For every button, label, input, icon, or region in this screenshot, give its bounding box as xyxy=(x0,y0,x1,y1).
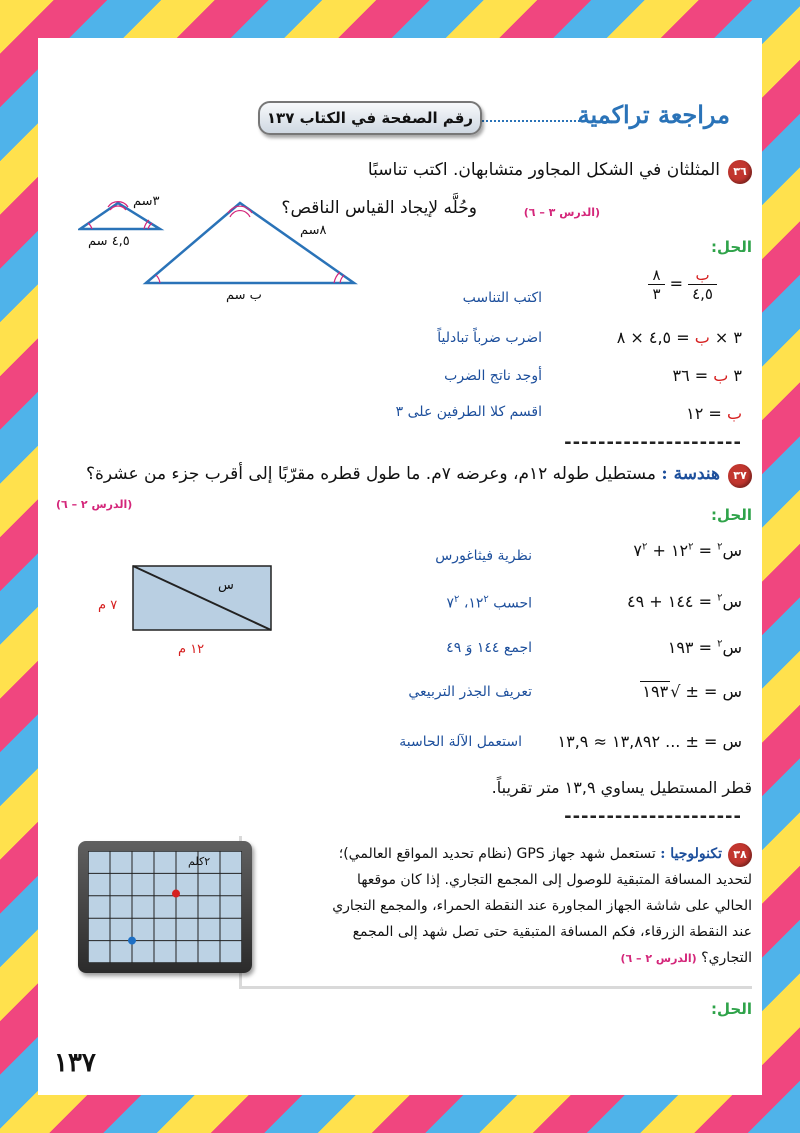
large-triangle xyxy=(146,203,354,283)
q36-step-3-equation: ٣ ب = ٣٦ xyxy=(672,366,742,385)
gps-screen-grid xyxy=(88,851,242,963)
small-triangle-side-bottom: ٤,٥ سم xyxy=(88,234,130,249)
q38-topic: تكنولوجيا : xyxy=(660,846,722,862)
q37-step-3-equation: س$^٢$ = ١٩٣ xyxy=(667,638,742,657)
q36-text-line2: وحُلَّه لإيجاد القياس الناقص؟ xyxy=(281,198,477,218)
q37-text-line xyxy=(86,464,720,484)
grid-scale-label: ٢كلم xyxy=(188,855,211,868)
q36-step-1-explanation: اكتب التناسب xyxy=(462,290,542,306)
q38-line-2: لتحديد المسافة المتبقية للوصول إلى المجمع التجاري. إذا كان موقعها xyxy=(357,872,752,888)
q36-lesson-ref: (الدرس ٣ – ٦) xyxy=(523,206,600,219)
small-triangle-side-top: ٣سم xyxy=(133,194,160,209)
q37-step-1-equation: س$^٢$ = $١٢^٢$ + $٧^٢$ xyxy=(633,541,742,560)
q37-topic: هندسة : xyxy=(661,464,720,484)
q36-divider: --------------------- xyxy=(564,432,742,453)
q36-text-line1: المثلثان في الشكل المجاور متشابهان. اكتب تناسبًا xyxy=(367,160,720,180)
q36-step-2-explanation: اضرب ضرباً تبادلياً xyxy=(437,330,542,346)
q38-text xyxy=(222,841,722,867)
question-number-37: ٣٧ xyxy=(728,464,752,488)
q38-lesson-ref: (الدرس ٢ – ٦) xyxy=(620,952,697,965)
q37-step-2-explanation: احسب $١٢^٢،$ $٧^٢$ xyxy=(446,594,532,612)
q38-text-body xyxy=(222,867,752,972)
current-location-red-dot xyxy=(172,890,180,898)
large-triangle-side-right: ٨سم xyxy=(300,223,327,238)
large-triangle-side-bottom: ب سم xyxy=(226,288,262,303)
q37-step-2-equation: س$^٢$ = ١٤٤ + ٤٩ xyxy=(626,592,742,611)
q37-conclusion: قطر المستطيل يساوي ١٣,٩ متر تقريباً. xyxy=(491,778,752,797)
q37-step-5-equation: س = ± ... ١٣,٨٩٢ ≈ ١٣,٩ xyxy=(557,732,742,751)
q36-step-3-explanation: أوجد ناتج الضرب xyxy=(444,368,542,384)
q36-step-4-explanation: اقسم كلا الطرفين على ٣ xyxy=(395,404,542,420)
q37-text: مستطيل طوله ١٢م، وعرضه ٧م. ما طول قطره مقرّبًا إلى أقرب جزء من عشرة؟ xyxy=(86,464,657,484)
page xyxy=(38,38,762,1095)
page-number: ١٣٧ xyxy=(54,1048,96,1078)
q38-solution-label: الحل: xyxy=(711,1000,752,1018)
rectangle-diagonal-label: س xyxy=(218,578,234,593)
q37-step-5-explanation: استعمل الآلة الحاسبة xyxy=(399,734,522,750)
q36-solution-label: الحل: xyxy=(711,238,752,256)
gps-device xyxy=(78,841,252,973)
q37-lesson-ref: (الدرس ٢ – ٦) xyxy=(56,498,133,511)
q38-line-4: عند النقطة الزرقاء، فكم المسافة المتبقية حتى تصل شهد إلى المجمع xyxy=(352,924,752,940)
q37-divider: --------------------- xyxy=(564,806,742,827)
q36-step-1-equation: $\frac{\text{ب}}{٤,٥}$ = $\frac{٨}{٣}$ xyxy=(648,266,717,303)
q37-step-1-explanation: نظرية فيثاغورس xyxy=(435,548,532,564)
q36-step-4-equation: ب = ١٢ xyxy=(686,404,742,423)
rectangle-length-label: ١٢ م xyxy=(178,642,205,657)
question-number-36: ٣٦ xyxy=(728,160,752,184)
q38-line-1: تستعمل شهد جهاز GPS (نظام تحديد المواقع العالمي)؛ xyxy=(338,846,656,862)
q38-line-3: الحالي على شاشة الجهاز المجاورة عند النقطة الحمراء، والمجمع التجاري xyxy=(332,898,752,914)
q36-step-2-equation: ٣ × ب = ٤,٥ × ٨ xyxy=(616,328,742,347)
q37-solution-label: الحل: xyxy=(711,506,752,524)
rectangle-figure xyxy=(132,565,274,633)
q37-step-4-explanation: تعريف الجذر التربيعي xyxy=(408,684,532,700)
mall-location-blue-dot xyxy=(128,937,136,945)
question-number-38: ٣٨ xyxy=(728,843,752,867)
q38-line-5: التجاري؟ xyxy=(701,950,752,966)
q37-step-3-explanation: اجمع ١٤٤ وَ ٤٩ xyxy=(446,640,532,656)
rectangle-width-label: ٧ م xyxy=(98,598,118,613)
section-title: مراجعة تراكمية xyxy=(577,100,730,129)
page-reference-badge: رقم الصفحة في الكتاب ١٣٧ xyxy=(258,101,482,135)
q37-step-4-equation: س = ± √١٩٣ xyxy=(642,682,742,701)
